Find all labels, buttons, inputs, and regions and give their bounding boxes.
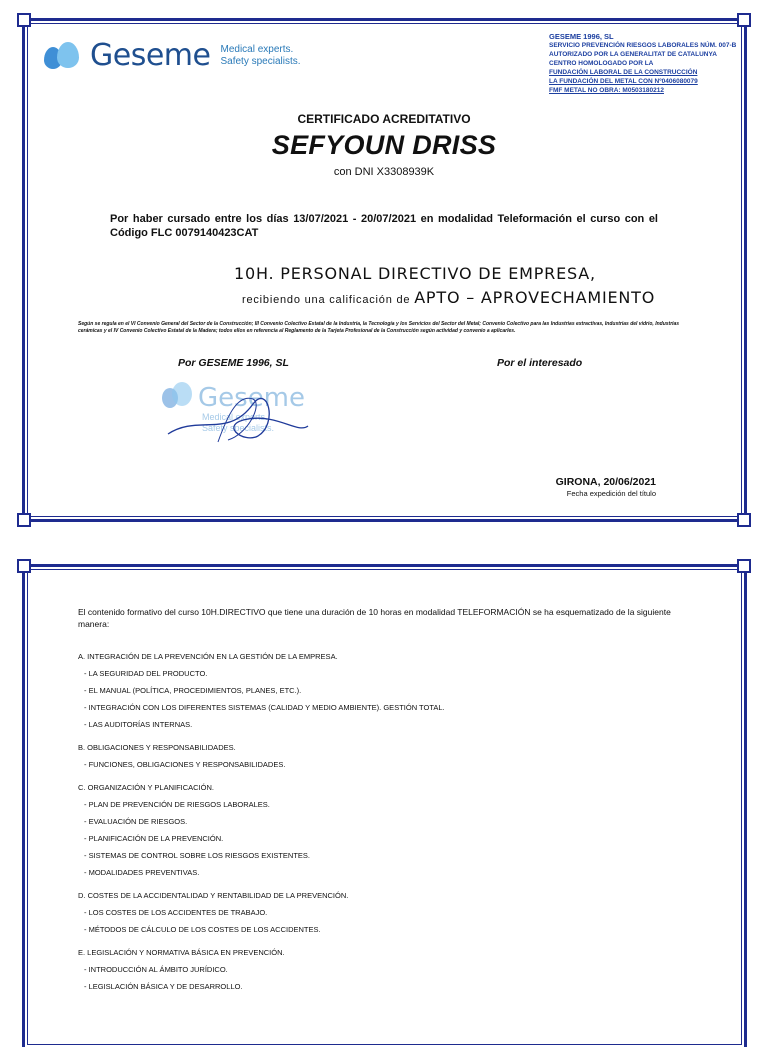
stamp-wordmark: Geseme xyxy=(198,383,306,413)
organization-info xyxy=(549,32,736,95)
syllabus-section xyxy=(78,648,678,733)
geseme-logo xyxy=(44,38,301,73)
holder-name: SEFYOUN DRISS xyxy=(271,130,497,160)
section-item: - LAS AUDITORÍAS INTERNAS. xyxy=(84,720,193,729)
section-item: - FUNCIONES, OBLIGACIONES Y RESPONSABILIDADES. xyxy=(84,760,286,769)
org-line: SERVICIO PREVENCIÓN RIESGOS LABORALES NÚM. 007-B xyxy=(549,42,737,49)
section-item: - PLAN DE PREVENCIÓN DE RIESGOS LABORALES. xyxy=(84,800,270,809)
certificate-page-2 xyxy=(0,560,768,1024)
certificate-title: CERTIFICADO ACREDITATIVO xyxy=(297,112,471,126)
section-item: - LOS COSTES DE LOS ACCIDENTES DE TRABAJO. xyxy=(84,908,268,917)
signatory-company: Por GESEME 1996, SL xyxy=(178,357,289,369)
legal-note: Según se regula en el VI Convenio General del Sector de la Construcción; III Convenio Colectivo Estatal de la Industria, la Tecnología y los Servicios del Sector del Metal; Convenio Colectivo para las Industrias extractivas, Industrias del vidrio, Industrias cerámicas y el IV Convenio Colectivo Estatal de la Madera; todos ellos en referencia al Reglamento de la Tarjeta Profesional de la Construcción según actividad y convenio a aplicarles. xyxy=(78,321,680,334)
syllabus-section xyxy=(78,739,678,773)
syllabus-intro: El contenido formativo del curso 10H.DIRECTIVO que tiene una duración de 10 horas en modalidad TELEFORMACIÓN se ha esquematizado de la siguiente manera: xyxy=(78,607,671,629)
syllabus-content xyxy=(78,648,678,995)
course-name: 10H. PERSONAL DIRECTIVO DE EMPRESA, xyxy=(234,264,596,283)
issue-place-date: GIRONA, 20/06/2021 xyxy=(555,476,656,488)
syllabus-section xyxy=(78,887,678,938)
company-stamp-signature xyxy=(158,374,318,446)
syllabus-section xyxy=(78,779,678,881)
section-item: - PLANIFICACIÓN DE LA PREVENCIÓN. xyxy=(84,834,224,843)
stamp-tagline-2: Safety specialists. xyxy=(202,423,275,433)
section-item: - SISTEMAS DE CONTROL SOBRE LOS RIESGOS EXISTENTES. xyxy=(84,851,311,860)
section-item: - EL MANUAL (POLÍTICA, PROCEDIMIENTOS, PLANES, ETC.). xyxy=(84,686,302,695)
grade-prefix: recibiendo una calificación de xyxy=(242,294,411,306)
org-line: FUNDACIÓN LABORAL DE LA CONSTRUCCIÓN xyxy=(549,69,698,76)
org-line: LA FUNDACIÓN DEL METAL CON Nº0406080079 xyxy=(549,78,698,85)
grade-line xyxy=(242,288,655,307)
holder-dni: con DNI X3308939K xyxy=(333,166,435,178)
syllabus-section xyxy=(78,944,678,995)
stamp-tagline-1: Medical experts. xyxy=(202,412,268,422)
org-line: FMF METAL NO OBRA: M0503180212 xyxy=(549,87,664,94)
logo-wordmark: Geseme xyxy=(90,38,211,73)
section-title: B. OBLIGACIONES Y RESPONSABILIDADES. xyxy=(78,743,236,752)
border-corner xyxy=(737,513,751,527)
section-item: - MÉTODOS DE CÁLCULO DE LOS COSTES DE LOS ACCIDENTES. xyxy=(84,925,321,934)
stamp-logo-icon xyxy=(158,374,318,446)
border-corner xyxy=(17,13,31,27)
org-name: GESEME 1996, SL xyxy=(549,32,614,41)
section-item: - LEGISLACIÓN BÁSICA Y DE DESARROLLO. xyxy=(84,982,243,991)
border-corner xyxy=(737,13,751,27)
section-title: D. COSTES DE LA ACCIDENTALIDAD Y RENTABILIDAD DE LA PREVENCIÓN. xyxy=(78,891,349,900)
section-item: - EVALUACIÓN DE RIESGOS. xyxy=(84,817,188,826)
geseme-logo-icon xyxy=(44,41,82,71)
border-corner xyxy=(17,559,31,573)
signatory-holder: Por el interesado xyxy=(497,357,583,369)
section-title: C. ORGANIZACIÓN Y PLANIFICACIÓN. xyxy=(78,783,214,792)
logo-tagline: Medical experts. Safety specialists. xyxy=(220,43,301,67)
org-line: AUTORIZADO POR LA GENERALITAT DE CATALUNYA xyxy=(549,51,717,58)
border-corner xyxy=(737,559,751,573)
grade-value: APTO – APROVECHAMIENTO xyxy=(414,288,656,307)
section-title: A. INTEGRACIÓN DE LA PREVENCIÓN EN LA GESTIÓN DE LA EMPRESA. xyxy=(78,652,338,661)
issue-date-caption: Fecha expedición del título xyxy=(566,489,656,498)
section-item: - LA SEGURIDAD DEL PRODUCTO. xyxy=(84,669,208,678)
section-title: E. LEGISLACIÓN Y NORMATIVA BÁSICA EN PREVENCIÓN. xyxy=(78,948,285,957)
course-statement: Por haber cursado entre los días 13/07/2021 - 20/07/2021 en modalidad Teleformación el curso con el Código FLC 0079140423CAT xyxy=(110,213,658,239)
org-line: CENTRO HOMOLOGADO POR LA xyxy=(549,60,654,67)
border-corner xyxy=(17,513,31,527)
section-item: - INTRODUCCIÓN AL ÁMBITO JURÍDICO. xyxy=(84,965,228,974)
section-item: - MODALIDADES PREVENTIVAS. xyxy=(84,868,200,877)
section-item: - INTEGRACIÓN CON LOS DIFERENTES SISTEMAS (CALIDAD Y MEDIO AMBIENTE). GESTIÓN TOTAL. xyxy=(84,703,445,712)
